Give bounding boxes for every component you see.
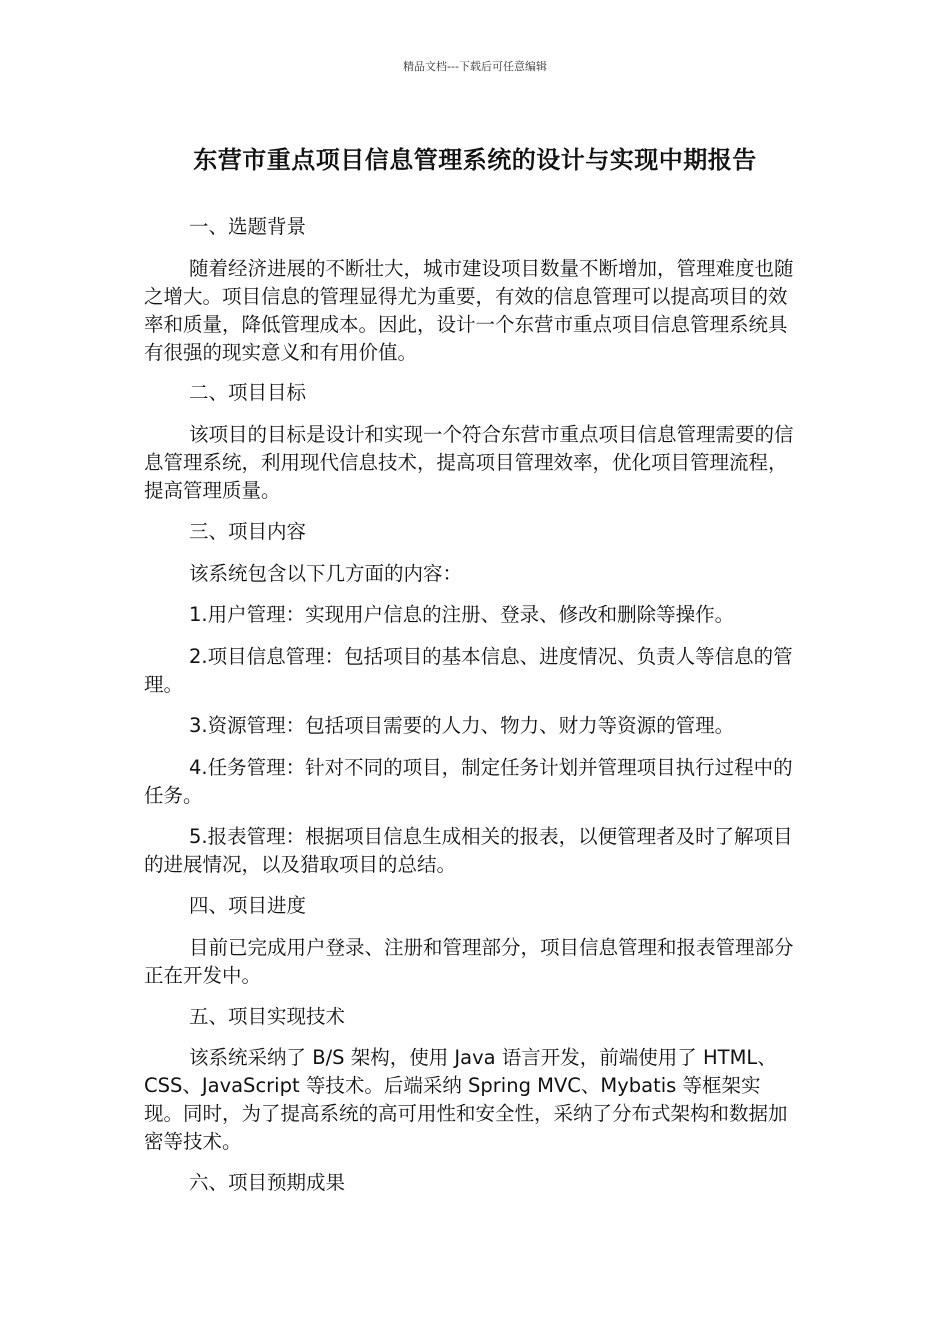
section-heading-content: 三、项目内容 [189, 520, 307, 543]
content-item-resource-management: 3.资源管理：包括项目需要的人力、物力、财力等资源的管理。 [189, 714, 735, 737]
section-heading-outcomes: 六、项目预期成果 [189, 1171, 346, 1194]
content-item-project-info-management: 2.项目信息管理：包括项目的基本信息、进度情况、负责人等信息的管理。 [144, 645, 793, 696]
content-item-task-management: 4.任务管理：针对不同的项目，制定任务计划并管理项目执行过程中的任务。 [144, 756, 793, 807]
content-item-user-management: 1.用户管理：实现用户信息的注册、登录、修改和删除等操作。 [189, 603, 735, 626]
content-item-report-management: 5.报表管理：根据项目信息生成相关的报表，以便管理者及时了解项目的进展情况，以及猎取项目的总结。 [144, 825, 793, 876]
section-heading-progress: 四、项目进度 [189, 894, 307, 917]
section-heading-background: 一、选题背景 [189, 215, 307, 238]
section-body-background: 随着经济进展的不断壮大，城市建设项目数量不断增加，管理难度也随之增大。项目信息的管理显得尤为重要，有效的信息管理可以提高项目的效率和质量，降低管理成本。因此，设计一个东营市重点项目信息管理系统具有很强的现实意义和有用价值。 [144, 257, 794, 364]
document-title: 东营市重点项目信息管理系统的设计与实现中期报告 [193, 146, 757, 174]
section-heading-technology: 五、项目实现技术 [189, 1005, 346, 1028]
section-body-progress: 目前已完成用户登录、注册和管理部分，项目信息管理和报表管理部分正在开发中。 [144, 936, 794, 987]
section-body-goal: 该项目的目标是设计和实现一个符合东营市重点项目信息管理需要的信息管理系统，利用现代信息技术，提高项目管理效率，优化项目管理流程，提高管理质量。 [144, 423, 794, 502]
section-body-technology: 该系统采纳了 B/S 架构，使用 Java 语言开发，前端使用了 HTML、CSS、JavaScript 等技术。后端采纳 Spring MVC、Mybatis 等框架实现。同时，为了提高系统的高可用性和安全性，采纳了分布式架构和数据加密等技术。 [144, 1046, 788, 1153]
header-note: 精品文档---下载后可任意编辑 [403, 60, 547, 73]
section-heading-goal: 二、项目目标 [189, 381, 307, 404]
content-intro: 该系统包含以下几方面的内容： [189, 562, 463, 585]
